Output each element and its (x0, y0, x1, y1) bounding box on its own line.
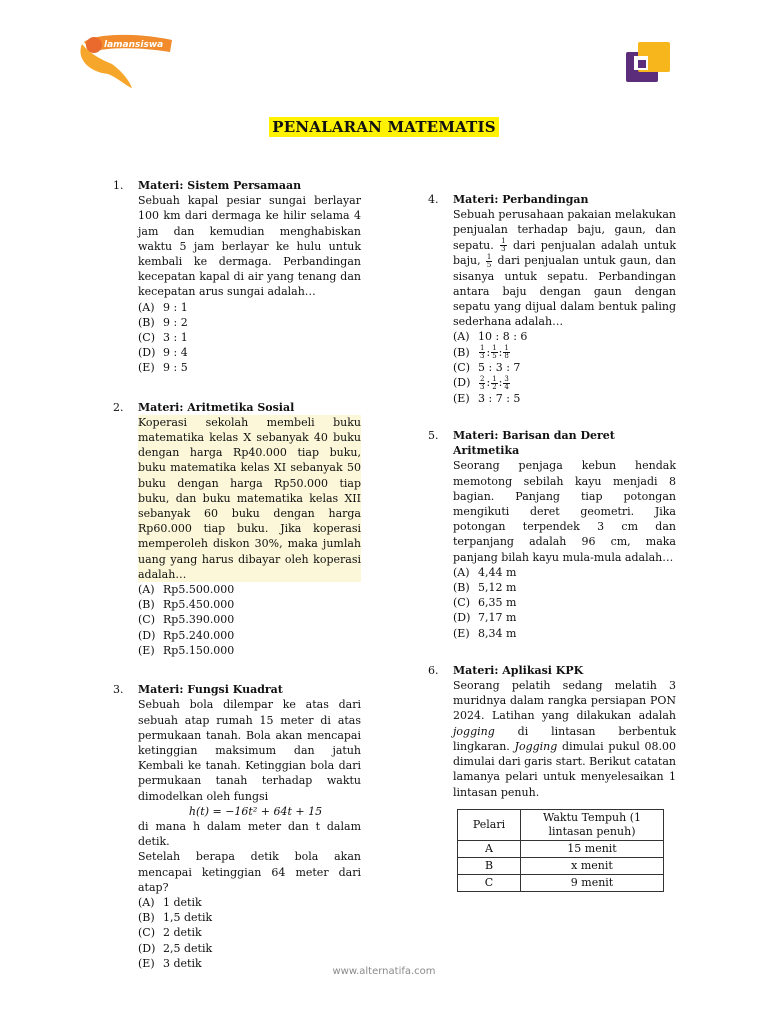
table-cell: 9 menit (521, 874, 664, 891)
option-e[interactable]: (E) 3 : 7 : 5 (453, 391, 521, 405)
answer-options (138, 582, 361, 658)
question-number: 4. (428, 193, 439, 206)
option-e[interactable]: (E) 8,34 m (453, 626, 517, 640)
table-header: Pelari (458, 809, 521, 840)
option-d[interactable]: (D) 9 : 4 (138, 346, 188, 360)
question-3 (113, 682, 361, 971)
option-c[interactable]: (C) 6,35 m (453, 596, 517, 610)
question-topic: Materi: Sistem Persamaan (138, 179, 302, 192)
question-text: Sebuah perusahaan pakaian melakukan penjualan terhadap baju, gaun, dan sepatu. $\frac{1}{3}$ dari penjualan adalah untuk baju, $\frac{1}{5}$ dari penjualan untuk gaun, dan sisanya untuk sepatu. Perbandingan antara baju dengan gaun dengan sepatu yang dijual dalam bentuk paling sederhana adalah… (453, 208, 676, 329)
question-text: Sebuah bola dilempar ke atas dari sebuah atap rumah 15 meter di atas permukaan tanah. Bola akan mencapai ketinggian maksimum dan jatuh Kembali ke tanah. Ketinggian bola dari permukaan tanah terhadap waktu dimodelkan oleh fungsi (138, 698, 361, 803)
table-cell: 15 menit (521, 840, 664, 857)
option-e[interactable]: (E) 3 detik (138, 956, 202, 970)
table-header-row (458, 809, 664, 840)
question-topic: Materi: Perbandingan (453, 193, 589, 206)
question-topic: Materi: Fungsi Kuadrat (138, 683, 283, 697)
right-column (428, 192, 676, 892)
table-cell: x menit (521, 857, 664, 874)
option-a[interactable]: (A) 9 : 1 (138, 300, 188, 314)
table-cell: B (458, 857, 521, 874)
question-1 (113, 178, 361, 376)
footer-url[interactable]: www.alternatifa.com (332, 966, 436, 977)
question-text: Seorang penjaga kebun hendak memotong sebilah kayu menjadi 8 bagian. Panjang tiap potongan mengikuti deret geometri. Jika potongan terpendek 3 cm dan terpanjang adalah 96 cm, maka panjang bilah kayu mula-mula adalah… (453, 459, 676, 564)
option-a[interactable]: (A) 4,44 m (453, 565, 517, 579)
question-text-highlighted: Koperasi sekolah membeli buku matematika kelas X sebanyak 40 buku dengan harga Rp40.000 tiap buku, buku matematika kelas XI sebanyak 50 buku dengan harga Rp50.000 tiap buku, dan buku matematika kelas XII sebanyak 60 buku dengan harga Rp60.000 tiap buku. Jika koperasi memperoleh diskon 30%, maka jumlah uang yang harus dibayar oleh koperasi adalah… (138, 415, 361, 581)
option-d[interactable]: (D) $\frac{2}{3}$ : $\frac{1}{2}$ : $\frac{3}{4}$ (453, 374, 509, 391)
question-text: Seorang pelatih sedang melatih 3 muridnya dalam rangka persiapan PON 2024. Latihan yang dilakukan adalah jogging di lintasan berbentuk lingkaran. Jogging dimulai pukul 08.00 dimulai dari garis start. Berikut catatan lamanya pelari untuk menyelesaikan 1 lintasan penuh. (453, 679, 677, 799)
question-2 (113, 400, 361, 658)
option-c[interactable]: (C) Rp5.390.000 (138, 613, 235, 627)
left-column (113, 178, 361, 971)
question-text-2: di mana h dalam meter dan t dalam detik. (138, 819, 361, 849)
alternatifa-logo (624, 40, 672, 85)
question-prompt: Setelah berapa detik bola akan mencapai ketinggian 64 meter dari atap? (138, 850, 361, 894)
svg-text:lamansiswa: lamansiswa (104, 40, 164, 50)
option-b[interactable]: (B) $\frac{1}{3}$ : $\frac{1}{5}$ : $\frac{1}{8}$ (453, 344, 509, 361)
answer-options (453, 329, 676, 406)
answer-options (138, 300, 361, 376)
option-b[interactable]: (B) 1,5 detik (138, 911, 213, 925)
question-number: 1. (113, 179, 124, 192)
question-number: 2. (113, 400, 124, 414)
fraction: $\frac{1}{3}$ (501, 237, 506, 254)
question-4 (428, 192, 676, 406)
question-6 (428, 663, 676, 892)
option-b[interactable]: (B) 9 : 2 (138, 315, 188, 329)
option-b[interactable]: (B) Rp5.450.000 (138, 598, 235, 612)
question-5 (428, 428, 676, 641)
table-row (458, 840, 664, 857)
option-c[interactable]: (C) 5 : 3 : 7 (453, 361, 521, 375)
lamansiswa-logo (74, 30, 174, 90)
table-row (458, 874, 664, 891)
option-a[interactable]: (A) 1 detik (138, 895, 202, 909)
question-topic: Materi: Aritmetika Sosial (138, 400, 295, 414)
table-header: Waktu Tempuh (1 lintasan penuh) (521, 809, 664, 840)
table-cell: A (458, 840, 521, 857)
option-c[interactable]: (C) 3 : 1 (138, 331, 188, 345)
option-e[interactable]: (E) Rp5.150.000 (138, 643, 235, 657)
option-a[interactable]: (A) 10 : 8 : 6 (453, 330, 528, 344)
option-e[interactable]: (E) 9 : 5 (138, 361, 188, 375)
question-number: 5. (428, 429, 439, 443)
question-number: 6. (428, 663, 439, 677)
table-row (458, 857, 664, 874)
answer-options (138, 895, 361, 971)
answer-options (453, 565, 676, 641)
option-d[interactable]: (D) Rp5.240.000 (138, 628, 235, 642)
option-a[interactable]: (A) Rp5.500.000 (138, 583, 235, 597)
table-cell: C (458, 874, 521, 891)
runner-times-table (457, 809, 664, 892)
option-d[interactable]: (D) 2,5 detik (138, 941, 213, 955)
fraction: $\frac{1}{5}$ (486, 252, 492, 269)
question-number: 3. (113, 683, 124, 697)
question-topic: Materi: Barisan dan Deret Aritmetika (453, 429, 615, 458)
option-b[interactable]: (B) 5,12 m (453, 581, 517, 595)
page-title: PENALARAN MATEMATIS (0, 117, 768, 136)
option-c[interactable]: (C) 2 detik (138, 926, 202, 940)
question-text: Sebuah kapal pesiar sungai berlayar 100 km dari dermaga ke hilir selama 4 jam dan kemudian menghabiskan waktu 5 jam berlayar ke hulu untuk kembali ke dermaga. Perbandingan kecepatan kapal di air yang tenang dan kecepatan arus sungai adalah… (138, 194, 361, 299)
formula: h(t) = −16t² + 64t + 15 (188, 804, 323, 818)
option-d[interactable]: (D) 7,17 m (453, 611, 517, 625)
question-topic: Materi: Aplikasi KPK (453, 663, 584, 677)
